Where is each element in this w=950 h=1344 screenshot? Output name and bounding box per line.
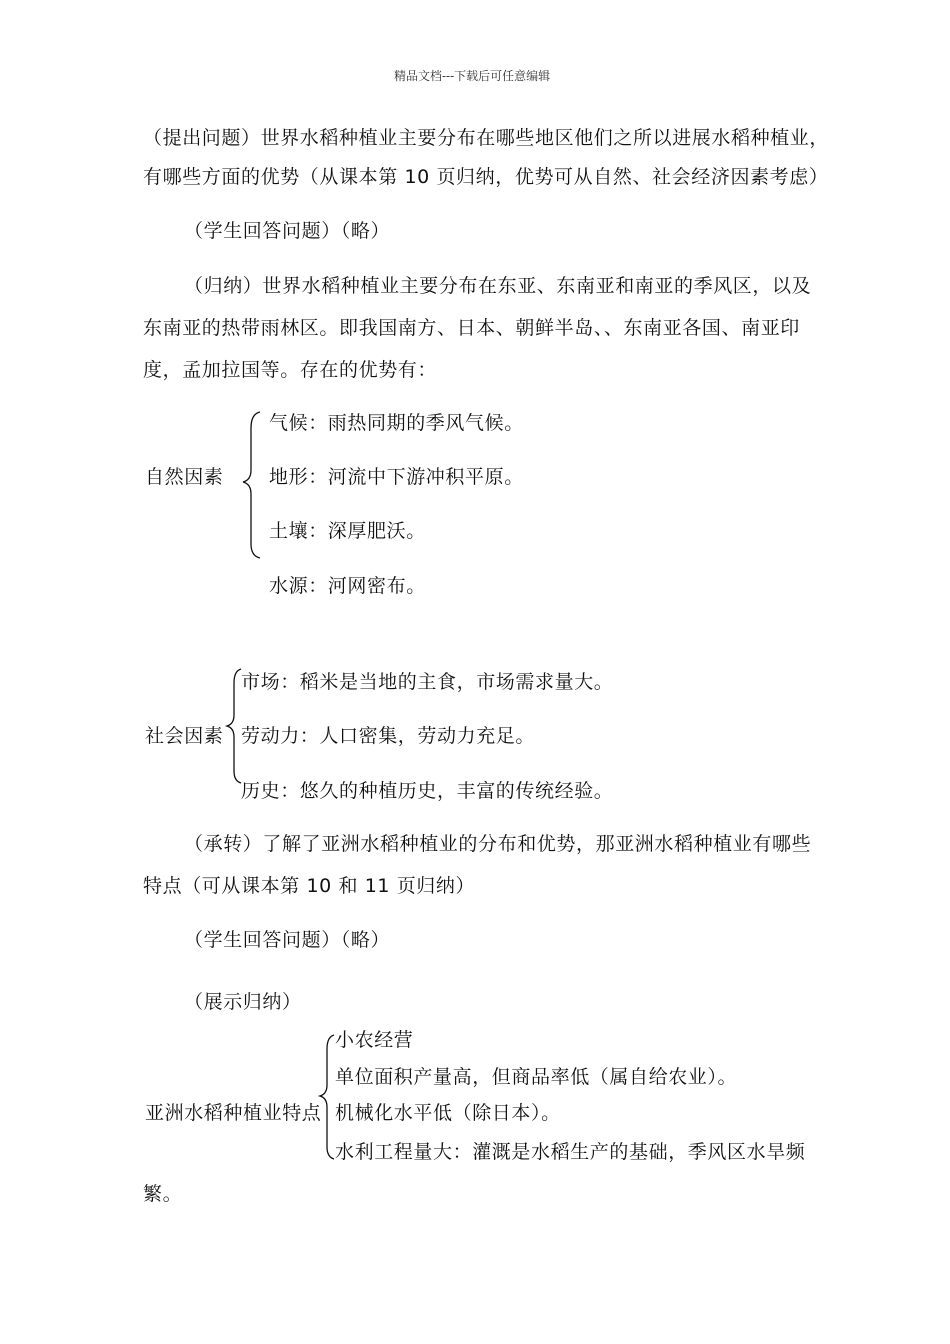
social-factors-label: 社会因素	[145, 725, 224, 747]
natural-item-terrain: 地形：河流中下游冲积平原。	[269, 466, 524, 488]
feature-item-irrigation: 水利工程量大：灌溉是水稻生产的基础，季风区水旱频	[335, 1141, 806, 1163]
features-label: 亚洲水稻种植业特点	[145, 1102, 322, 1124]
student-answer-1: （学生回答问题）（略）	[184, 220, 391, 242]
feature-item-small-farming: 小农经营	[335, 1029, 414, 1051]
question-line-2: 有哪些方面的优势（从课本第 10 页归纳，优势可从自然、社会经济因素考虑）	[143, 166, 829, 188]
natural-item-climate: 气候：雨热同期的季风气候。	[269, 412, 524, 434]
social-item-history: 历史：悠久的种植历史，丰富的传统经验。	[241, 780, 614, 802]
natural-brace	[240, 410, 264, 560]
transition-line-1: （承转）了解了亚洲水稻种植业的分布和优势，那亚洲水稻种植业有哪些	[184, 833, 812, 855]
social-item-market: 市场：稻米是当地的主食，市场需求量大。	[241, 671, 614, 693]
show-summary: （展示归纳）	[184, 991, 302, 1013]
feature-item-mechanization: 机械化水平低（除日本）。	[335, 1102, 561, 1124]
natural-item-soil: 土壤：深厚肥沃。	[269, 520, 426, 542]
summary-line-2: 东南亚的热带雨林区。即我国南方、日本、朝鲜半岛、、东南亚各国、南亚印	[143, 317, 800, 339]
natural-item-water: 水源：河网密布。	[269, 575, 426, 597]
page-header: 精品文档---下载后可任意编辑	[394, 69, 551, 83]
feature-item-irrigation-wrap: 繁。	[143, 1183, 183, 1205]
feature-item-yield: 单位面积产量高，但商品率低（属自给农业）。	[335, 1066, 738, 1088]
transition-line-2: 特点（可从课本第 10 和 11 页归纳）	[143, 875, 476, 897]
summary-line-1: （归纳）世界水稻种植业主要分布在东亚、东南亚和南亚的季风区，以及	[184, 275, 812, 297]
social-item-labor: 劳动力：人口密集，劳动力充足。	[241, 725, 536, 747]
student-answer-2: （学生回答问题）（略）	[184, 929, 391, 951]
natural-factors-label: 自然因素	[145, 466, 224, 488]
summary-line-3: 度，孟加拉国等。存在的优势有：	[143, 359, 438, 381]
question-line-1: （提出问题）世界水稻种植业主要分布在哪些地区他们之所以进展水稻种植业，	[143, 127, 830, 149]
